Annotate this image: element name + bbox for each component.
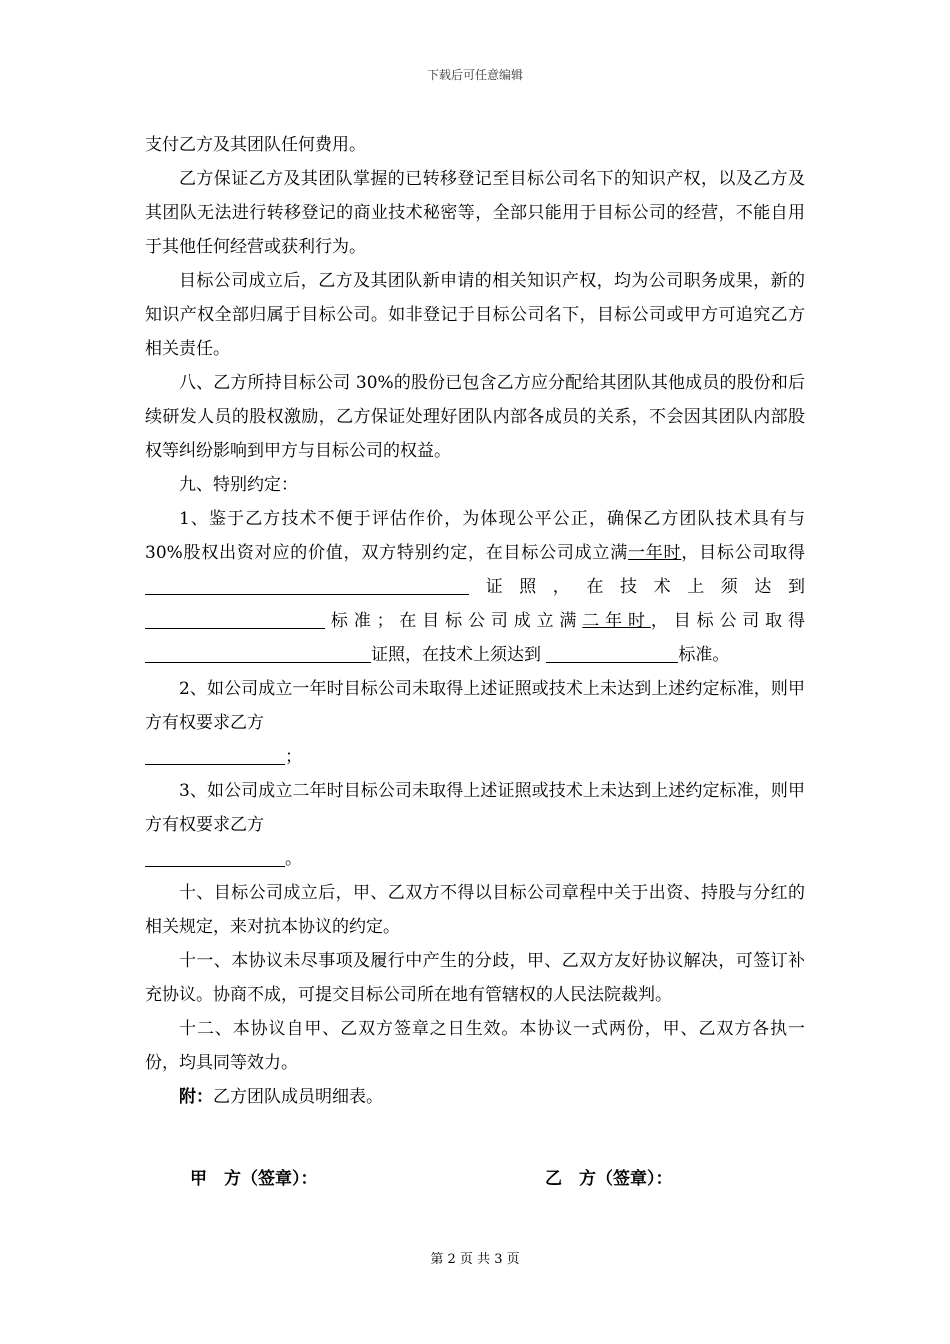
blank-remedy-1[interactable] — [145, 744, 285, 765]
page-number: 第 2 页 共 3 页 — [430, 1252, 520, 1267]
paragraph-clause-9-2: 2、如公司成立一年时目标公司未取得上述证照或技术上未达到上述约定标准，则甲方有权要求乙方 — [145, 679, 805, 733]
paragraph-clause-11: 十一、本协议未尽事项及履行中产生的分歧，甲、乙双方友好协议解决，可签订补充协议。协商不成，可提交目标公司所在地有管辖权的人民法院裁判。 — [145, 951, 805, 1005]
paragraph-ip-usage: 乙方保证乙方及其团队掌握的已转移登记至目标公司名下的知识产权，以及乙方及其团队无法进行转移登记的商业技术秘密等，全部只能用于目标公司的经营，不能自用于其他任何经营或获利行为。 — [145, 169, 805, 257]
blank-standard-2[interactable] — [546, 642, 678, 663]
clause-9-1-text-f: 证照，在技术上须达到 — [371, 645, 547, 665]
party-b-signature-label: 乙 方（签章）： — [545, 1169, 673, 1189]
paragraph-clause-9-3-blank-line — [145, 842, 805, 876]
clause-9-1-text-a: 1、鉴于乙方技术不便于评估作价，为体现公平公正，确保乙方团队技术具有与 30%股权出资对应的价值，双方特别约定，在目标公司成立满 — [145, 509, 805, 563]
clause-9-2-end: ； — [285, 747, 302, 767]
clause-9-1-text-e: ，目标公司取得 — [650, 611, 806, 631]
clause-9-3-end: 。 — [285, 849, 302, 869]
clause-9-1-text-d: 标准；在目标公司成立满 — [325, 611, 583, 631]
attachment-label: 附： — [179, 1087, 213, 1107]
paragraph-clause-8: 八、乙方所持目标公司 30%的股份已包含乙方应分配给其团队其他成员的股份和后续研发人员的股权激励，乙方保证处理好团队内部各成员的关系，不会因其团队内部股权等纠纷影响到甲方与目标公司的权益。 — [145, 373, 805, 461]
signature-row — [0, 1164, 950, 1198]
document-body — [145, 128, 805, 1114]
paragraph-clause-9-1 — [145, 502, 805, 672]
paragraph-new-ip: 目标公司成立后，乙方及其团队新申请的相关知识产权，均为公司职务成果，新的知识产权全部归属于目标公司。如非登记于目标公司名下，目标公司或甲方可追究乙方相关责任。 — [145, 271, 805, 359]
paragraph-clause-9-3: 3、如公司成立二年时目标公司未取得上述证照或技术上未达到上述约定标准，则甲方有权要求乙方 — [145, 781, 805, 835]
underlined-one-year: 一年时 — [628, 543, 682, 563]
paragraph-clause-9-heading: 九、特别约定： — [179, 475, 298, 495]
clause-9-1-text-b: ，目标公司取得 — [681, 543, 806, 563]
party-a-signature-label: 甲 方（签章）： — [190, 1169, 318, 1189]
blank-standard-1[interactable] — [145, 608, 325, 629]
blank-license-1[interactable] — [145, 574, 469, 595]
paragraph-payment: 支付乙方及其团队任何费用。 — [145, 135, 366, 155]
clause-9-1-text-c: 证照，在技术上须达到 — [469, 577, 805, 597]
paragraph-attachment — [145, 1080, 805, 1114]
blank-remedy-2[interactable] — [145, 846, 285, 867]
clause-9-1-text-g: 标准。 — [678, 645, 730, 665]
blank-license-2[interactable] — [145, 642, 371, 663]
paragraph-clause-10: 十、目标公司成立后，甲、乙双方不得以目标公司章程中关于出资、持股与分红的相关规定，来对抗本协议的约定。 — [145, 883, 805, 937]
paragraph-clause-12: 十二、本协议自甲、乙双方签章之日生效。本协议一式两份，甲、乙双方各执一份，均具同等效力。 — [145, 1019, 805, 1073]
attachment-text: 乙方团队成员明细表。 — [213, 1087, 383, 1107]
underlined-two-years: 二年时 — [582, 611, 651, 631]
paragraph-clause-9-2-blank-line — [145, 740, 805, 774]
page-header-note: 下载后可任意编辑 — [426, 68, 523, 82]
